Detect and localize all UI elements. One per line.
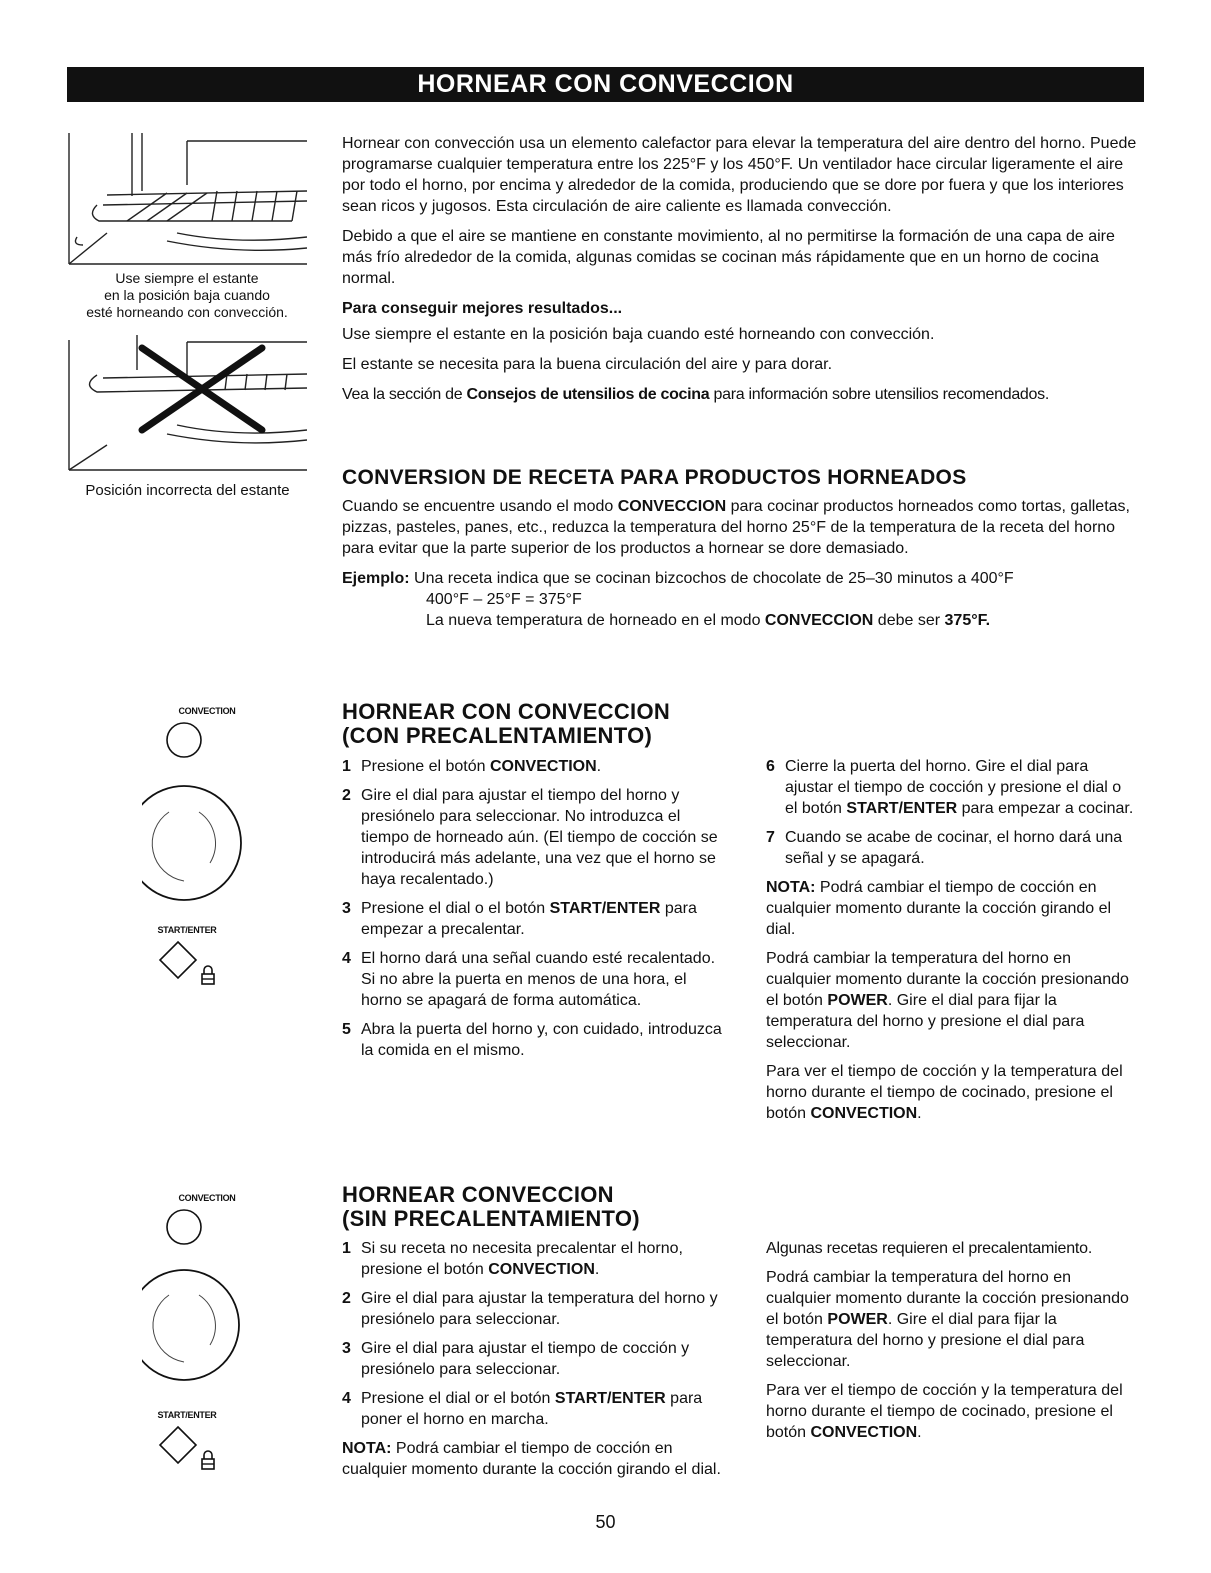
temperature-paragraph: Podrá cambiar la temperatura del horno en cualquier momento durante la cocción presionando el botón POWER. Gire el dial para fijar la temperatura del horno y presione el dial para seleccionar. — [766, 950, 1129, 1051]
preheat-heading: HORNEAR CON CONVECCION — [342, 699, 671, 724]
step-item: 4 Presione el dial or el botón START/ENTER para poner el horno en marcha. — [342, 1390, 703, 1428]
intro-paragraph: Debido a que el aire se mantiene en constante movimiento, al no permitirse la formación de una capa de aire más frío alrededor de la comida, algunas comidas se cocinan más rápidamente que en un horno de cocina normal. — [342, 228, 1115, 287]
intro-paragraph: Hornear con convección usa un elemento calefactor para elevar la temperatura del aire dentro del horno. Puede programarse cualquier temperatura entre los 225°F y los 450°F. Un ventilador hace circular ligeramente el aire por todo el horno, por encima y alrededor de la comida, produciendo que se dore por fuera y que los interiores sean ricos y jugosos. Esta circulación de aire caliente es llamada convección. — [342, 135, 1137, 215]
view-paragraph: Para ver el tiempo de cocción y la temperatura del horno durante el tiempo de cocinado, presione el botón CONVECTION. — [766, 1063, 1123, 1122]
step-item: 1 Presione el botón CONVECTION. — [342, 758, 602, 775]
example-result: La nueva temperatura de horneado en el modo CONVECCION debe ser 375°F. — [426, 612, 991, 629]
dial-icon — [142, 786, 241, 900]
temperature-paragraph: Podrá cambiar la temperatura del horno en cualquier momento durante la cocción presionando el botón POWER. Gire el dial para fijar la temperatura del horno y presione el dial para seleccionar. — [766, 1269, 1129, 1370]
figure-caption-line: en la posición baja cuando — [104, 287, 270, 303]
convection-button-icon — [167, 1210, 201, 1244]
best-results-heading: Para conseguir mejores resultados... — [342, 300, 623, 317]
conversion-paragraph: Cuando se encuentre usando el modo CONVECCION para cocinar productos horneados como tortas, galletas, pizzas, pasteles, panes, etc., reduzca la temperatura del horno 25°F de la temperatura de la receta del horno para evitar que la parte superior de los productos a hornear se dore demasiado. — [342, 498, 1130, 557]
example-calculation: 400°F – 25°F = 375°F — [426, 591, 582, 608]
best-results-text: Use siempre el estante en la posición baja cuando esté horneando con convección. — [342, 326, 935, 343]
step-item: 6 Cierre la puerta del horno. Gire el dial para ajustar el tiempo de cocción y presione el dial o el botón START/ENTER para empezar a cocinar. — [766, 758, 1134, 817]
best-results-text: Vea la sección de Consejos de utensilios de cocina para información sobre utensilios recomendados. — [342, 386, 1049, 403]
start-enter-button-label: START/ENTER — [157, 925, 217, 935]
best-results-text: El estante se necesita para la buena circulación del aire y para dorar. — [342, 356, 833, 373]
preheat-subheading: (CON PRECALENTAMIENTO) — [342, 723, 653, 748]
figure-caption-line: Use siempre el estante — [115, 270, 259, 286]
nopreheat-subheading: (SIN PRECALENTAMIENTO) — [342, 1206, 640, 1231]
step-item: 3 Presione el dial o el botón START/ENTER para empezar a precalentar. — [342, 900, 697, 938]
start-enter-button-icon — [158, 1425, 228, 1475]
start-enter-button-label: START/ENTER — [157, 1410, 217, 1420]
rack-correct-illustration — [67, 133, 307, 265]
nopreheat-heading: HORNEAR CONVECCION — [342, 1182, 614, 1207]
page-number: 50 — [595, 1512, 616, 1532]
convection-button-label: CONVECTION — [178, 706, 236, 716]
step-item: 2 Gire el dial para ajustar la temperatura del horno y presiónelo para seleccionar. — [342, 1290, 718, 1328]
section-banner: HORNEAR CON CONVECCION — [67, 67, 1144, 102]
conversion-heading: CONVERSION DE RECETA PARA PRODUCTOS HORNEADOS — [342, 466, 967, 489]
note-paragraph: NOTA: Podrá cambiar el tiempo de cocción en cualquier momento durante la cocción girando el dial. — [766, 879, 1112, 938]
step-item: 2 Gire el dial para ajustar el tiempo del horno y presiónelo para seleccionar. No introduzca el tiempo de horneado aún. (El tiempo de cocción se introducirá más adelante, una vez que el horno se haya recalentado.) — [342, 787, 718, 888]
figure-caption: Posición incorrecta del estante — [85, 482, 290, 499]
step-item: 5 Abra la puerta del horno y, con cuidado, introduzca la comida en el mismo. — [342, 1021, 722, 1059]
example-line: Ejemplo: Una receta indica que se cocinan bizcochos de chocolate de 25–30 minutos a 400°F — [342, 570, 1014, 587]
convection-button-label: CONVECTION — [178, 1193, 236, 1203]
convection-button-icon — [167, 723, 201, 757]
step-item: 1 Si su receta no necesita precalentar el horno, presione el botón CONVECTION. — [342, 1240, 683, 1278]
view-paragraph: Para ver el tiempo de cocción y la temperatura del horno durante el tiempo de cocinado, presione el botón CONVECTION. — [766, 1382, 1123, 1441]
step-item: 7 Cuando se acabe de cocinar, el horno dará una señal y se apagará. — [766, 829, 1123, 867]
step-item: 3 Gire el dial para ajustar el tiempo de cocción y presiónelo para seleccionar. — [342, 1340, 690, 1378]
figure-caption-line: esté horneando con convección. — [86, 304, 288, 320]
step-item: 4 El horno dará una señal cuando esté recalentado. Si no abre la puerta en menos de una hora, el horno se apagará de forma automática. — [342, 950, 716, 1009]
note-paragraph: NOTA: Podrá cambiar el tiempo de cocción en cualquier momento durante la cocción girando el dial. — [342, 1440, 721, 1478]
start-enter-button-icon — [158, 940, 228, 990]
dial-icon — [142, 1270, 239, 1380]
preheat-required-note: Algunas recetas requieren el precalentamiento. — [766, 1240, 1093, 1257]
rack-incorrect-illustration — [67, 330, 307, 480]
